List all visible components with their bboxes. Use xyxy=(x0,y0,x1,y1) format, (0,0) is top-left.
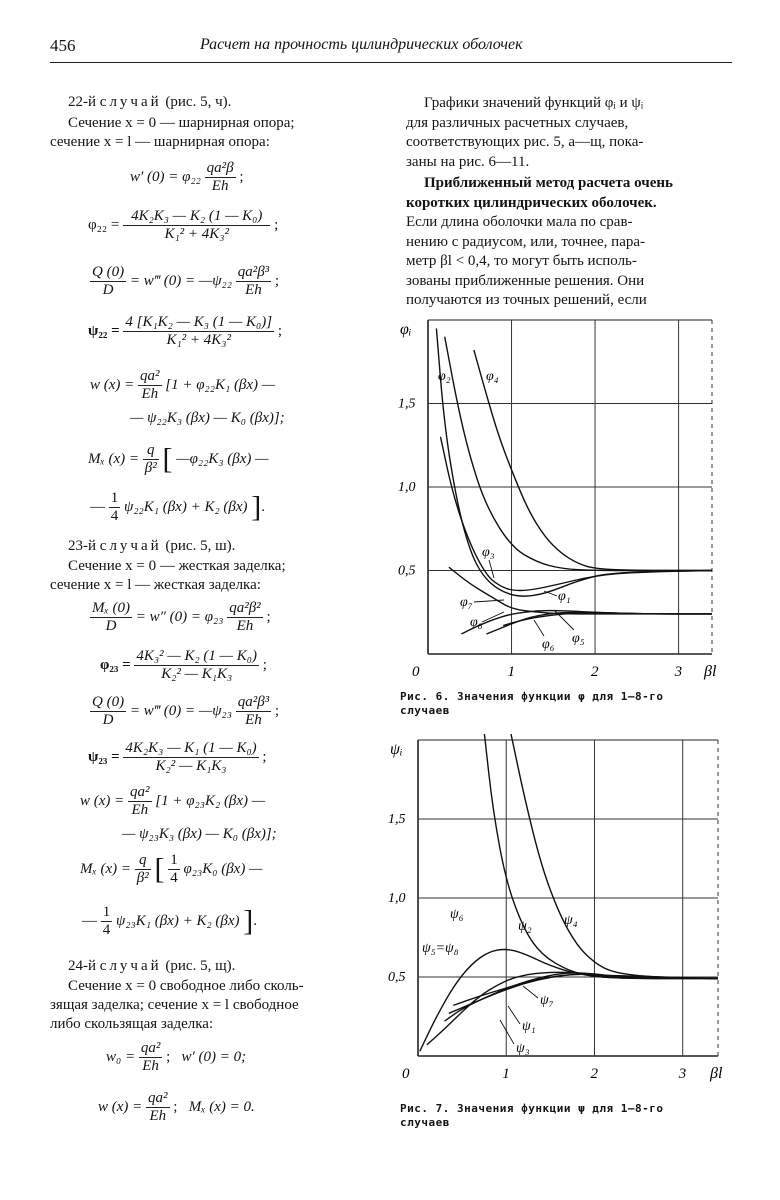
fig6-ytick: 1,5 xyxy=(398,396,416,412)
fig6-label--: φ₃ xyxy=(482,545,495,560)
case23-eq5-cont: — ψ₂₃K₃ (βx) — K₀ (βx)]; xyxy=(122,826,277,842)
fig7-xtick: 1 xyxy=(502,1066,510,1082)
fig6-caption: Рис. 6. Значения функции φ для 1—8-го случаев xyxy=(400,690,664,717)
case22-eq1: w′ (0) = φ₂₂ $\frac{\text{qa²β}}{Eh}$ ; xyxy=(130,160,244,194)
case24-eq1: w₀ = $\frac{\text{qa²}}{Eh}$ ; w′ (0) = 0; xyxy=(106,1040,247,1074)
fig7-caption: Рис. 7. Значения функции ψ для 1—8-го случаев xyxy=(400,1102,664,1129)
fig6-chart xyxy=(394,308,734,686)
case24-line2: зящая заделка; сечение x = l свободное xyxy=(50,997,299,1013)
fig6-label--: φ₂ xyxy=(438,369,451,384)
fig6-ylabel: φᵢ xyxy=(400,321,412,338)
fig6-curve-- xyxy=(503,613,712,626)
fig7-label--: ψ₅=ψ₈ xyxy=(422,941,459,956)
fig6-leader xyxy=(489,560,494,578)
case22-line1: Сечение x = 0 — шарнирная опора; xyxy=(68,115,295,131)
fig6-label--: φ₈ xyxy=(470,615,483,630)
fig6-xtick: 0 xyxy=(412,664,420,680)
fig6-xlabel: βl xyxy=(704,663,717,680)
fig6-leader xyxy=(534,620,544,636)
fig6-label--: φ₁ xyxy=(558,589,571,604)
fig7-curve-- xyxy=(420,950,718,1052)
fig6-label--: φ₇ xyxy=(460,595,473,610)
intro-paragraph: Графики значений функций φᵢ и ψᵢ для различных расчетных случаев, соответствующих рис. 5, а—щ, пока- заны на рис. 6—11. xyxy=(406,95,644,170)
fig6-curve-- xyxy=(441,437,713,591)
fig7-leader xyxy=(508,1006,520,1024)
case23-heading: 23-й случай (рис. 5, ш). xyxy=(68,538,236,554)
case23-eq6: Mₓ (x) = $\frac{q}{\text{β²}}$ [ $\frac{1}{4}$ φ₂₃K₀ (βx) — xyxy=(80,852,263,886)
fig6-xtick: 2 xyxy=(591,664,599,680)
fig6-curve-- xyxy=(474,350,712,570)
fig7-curve-- xyxy=(427,972,718,1045)
case23-line2: сечение x = l — жесткая заделка: xyxy=(50,577,261,593)
fig7-label--: ψ₇ xyxy=(540,993,554,1008)
case22-line2: сечение x = l — шарнирная опора: xyxy=(50,134,270,150)
page-number: 456 xyxy=(50,36,76,55)
fig6-label--: φ₅ xyxy=(572,631,585,646)
case24-eq2: w (x) = $\frac{\text{qa²}}{Eh}$ ; Mₓ (x) = 0. xyxy=(98,1090,255,1124)
fig6-xtick: 3 xyxy=(674,664,683,680)
fig7-leader xyxy=(523,986,538,998)
case23-eq3: $\frac{Q (0)}{D}$ = w‴ (0) = —ψ₂₃ $\frac{\text{qa²β³}}{Eh}$ ; xyxy=(92,694,280,728)
fig7-curve-- xyxy=(511,734,718,979)
fig7-xlabel: βl xyxy=(710,1065,723,1082)
fig6-label--: φ₆ xyxy=(542,637,555,652)
fig6-curve-- xyxy=(436,328,712,596)
case22-eq6: Mₓ (x) = $\frac{q}{\text{β²}}$ [ —φ₂₂K₃ (βx) — xyxy=(88,442,269,476)
case23-eq1: $\frac{\text{Mₓ (0)}}{D}$ = w″ (0) = φ₂₃ $\frac{\text{qa²β²}}{Eh}$ ; xyxy=(92,600,271,634)
case23-eq5: w (x) = $\frac{\text{qa²}}{Eh}$ [1 + φ₂₃K₂ (βx) — xyxy=(80,784,266,818)
fig7-ytick: 1,0 xyxy=(388,891,406,906)
case24-heading: 24-й случай (рис. 5, щ). xyxy=(68,958,236,974)
fig7-label--: ψ₄ xyxy=(564,913,578,928)
fig7-label--: ψ₆ xyxy=(450,907,464,922)
fig6-label--: φ₄ xyxy=(486,369,499,384)
fig6-curve-- xyxy=(445,337,712,571)
fig7-label--: ψ₂ xyxy=(518,919,532,934)
case22-eq5: w (x) = $\frac{\text{qa²}}{Eh}$ [1 + φ₂₂K₁ (βx) — xyxy=(90,368,276,402)
fig7-xtick: 0 xyxy=(402,1066,410,1082)
fig6-curve-- xyxy=(449,567,712,614)
case23-eq6-cont: — $\frac{1}{4}$ ψ₂₃K₁ (βx) + K₂ (βx) ]. xyxy=(82,904,258,938)
method-paragraph: Приближенный метод расчета очень коротких цилиндрических оболочек. Если длина оболочки мала по срав- нению с радиусом, или, точнее, пара- метр βl < 0,4, то могут быть исполь- зованы приближенные решения. Они получаются из точных решений, если xyxy=(406,175,673,308)
case22-eq4: ψ₂₂ = $\frac{\text{4 [K₁K₂ — K₃ (1 — K₀)]}}{\text{K₁² + 4K₃²}}$ ; xyxy=(88,314,283,348)
fig7-ylabel: ψᵢ xyxy=(390,741,403,758)
case22-eq3: $\frac{Q (0)}{D}$ = w‴ (0) = —ψ₂₂ $\frac{\text{qa²β³}}{Eh}$ ; xyxy=(92,264,280,298)
case22-eq2: φ₂₂ = $\frac{\text{4K₂K₃ — K₂ (1 — K₀)}}{\text{K₁² + 4K₃²}}$ ; xyxy=(88,208,279,242)
fig7-ytick: 1,5 xyxy=(388,812,406,827)
case22-eq6-cont: — $\frac{1}{4}$ ψ₂₂K₁ (βx) + K₂ (βx) ]. xyxy=(90,490,266,524)
fig7-label--: ψ₃ xyxy=(516,1041,530,1056)
header-rule xyxy=(50,62,732,63)
running-title: Расчет на прочность цилиндрических оболочек xyxy=(200,36,523,53)
fig7-label--: ψ₁ xyxy=(522,1019,536,1034)
case24-line1: Сечение x = 0 свободное либо сколь- xyxy=(68,978,304,994)
case23-eq4: ψ₂₃ = $\frac{\text{4K₂K₃ — K₁ (1 — K₀)}}{\text{K₂² — K₁K₃}}$ ; xyxy=(88,740,267,774)
fig7-xtick: 3 xyxy=(678,1066,687,1082)
fig6-xtick: 1 xyxy=(507,664,516,680)
fig6-ytick: 1,0 xyxy=(398,480,416,495)
fig7-chart xyxy=(388,734,734,1084)
fig7-ytick: 0,5 xyxy=(388,970,406,985)
case22-eq5-cont: — ψ₂₂K₃ (βx) — K₀ (βx)]; xyxy=(130,410,285,426)
fig7-leader xyxy=(500,1020,514,1044)
fig7-xtick: 2 xyxy=(590,1066,598,1082)
case23-eq2: φ₂₃ = $\frac{\text{4K₃² — K₂ (1 — K₀)}}{\text{K₂² — K₁K₃}}$ ; xyxy=(100,648,267,682)
fig6-ytick: 0,5 xyxy=(398,563,416,579)
case22-heading: 22-й случай (рис. 5, ч). xyxy=(68,94,232,110)
case24-line3: либо скользящая заделка: xyxy=(50,1016,214,1032)
case23-line1: Сечение x = 0 — жесткая заделка; xyxy=(68,558,286,574)
